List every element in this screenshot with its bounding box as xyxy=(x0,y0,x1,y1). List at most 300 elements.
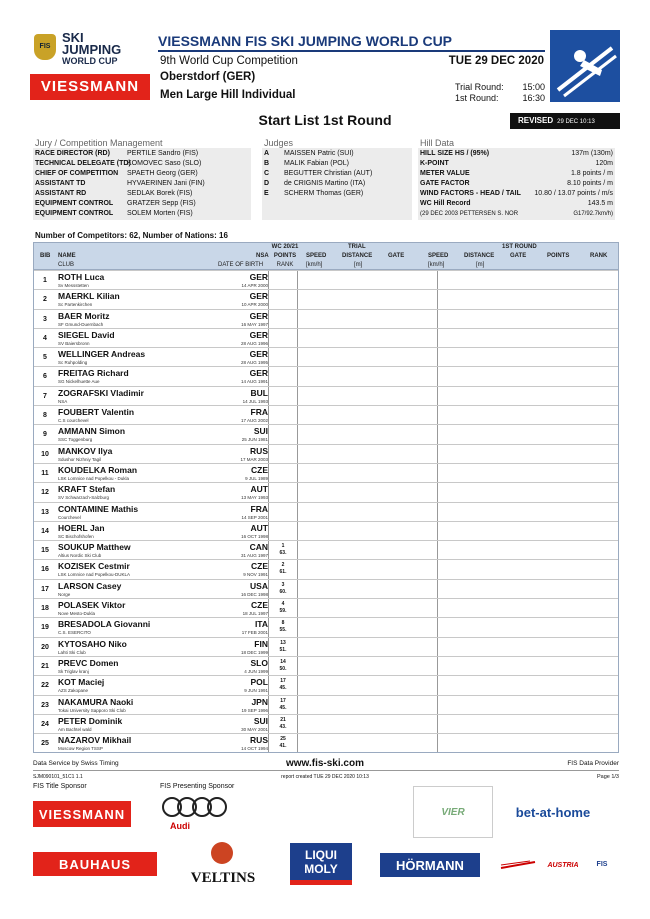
round-cell xyxy=(438,657,618,675)
trial-cell xyxy=(298,503,438,521)
athlete-dob: 9 JUN 1991 xyxy=(244,688,268,694)
bib-number: 14 xyxy=(41,527,49,535)
athlete-club: SG Nickelhuette Aue xyxy=(58,379,100,385)
hill-value: 120m xyxy=(595,160,613,167)
hill-value: 137m (130m) xyxy=(571,150,613,157)
bib-number: 5 xyxy=(43,354,47,362)
athlete-dob: 17 AUG 2002 xyxy=(240,418,268,424)
judges-key: A xyxy=(264,150,270,157)
bib-number: 7 xyxy=(43,392,47,400)
header-wc-points: POINTS xyxy=(273,253,297,259)
jury-row xyxy=(35,209,249,219)
judges-row xyxy=(264,149,410,159)
bib-number: 22 xyxy=(41,682,49,690)
trial-cell xyxy=(298,271,438,289)
title-sponsor-label: FIS Title Sponsor xyxy=(33,783,87,790)
athlete-dob: 25 JUN 1981 xyxy=(241,437,268,443)
wc-points: 59. xyxy=(279,608,287,615)
table-row xyxy=(34,617,618,636)
athlete-name: AMMANN Simon xyxy=(58,426,126,437)
website-link[interactable]: www.fis-ski.com xyxy=(286,758,364,769)
bib-number: 12 xyxy=(41,489,49,497)
athlete-club: LSK Lomnice nad Popelkou-DUKLA xyxy=(58,572,131,578)
timing-provider: Data Service by Swiss Timing xyxy=(33,760,119,767)
athlete-name: NAKAMURA Naoki xyxy=(58,696,134,707)
hill-row xyxy=(420,159,613,169)
presenting-sponsor-label: FIS Presenting Sponsor xyxy=(160,783,235,790)
table-row xyxy=(34,733,618,752)
table-row xyxy=(34,270,618,289)
athlete-nsa: SLO xyxy=(250,657,268,668)
wc-points: 55. xyxy=(279,627,287,634)
athlete-club: Sk Triglav kranj xyxy=(58,668,89,674)
table-row xyxy=(34,540,618,559)
athlete-dob: 14 SEP 2001 xyxy=(241,514,268,520)
jury-key: TECHNICAL DELEGATE (TD) xyxy=(35,160,131,167)
jury-title: Jury / Competition Management xyxy=(35,138,163,148)
athlete-club: SF Gmund-Duernbach xyxy=(58,321,104,327)
athlete-nsa: GER xyxy=(249,329,268,340)
bib-number: 18 xyxy=(41,605,49,613)
header-wc: WC 20/21 xyxy=(271,244,299,250)
competition-number: 9th World Cup Competition xyxy=(160,55,298,67)
athlete-name: ROTH Luca xyxy=(58,272,105,282)
round-cell xyxy=(438,290,618,308)
wc-rank: 14 xyxy=(280,658,286,665)
athlete-name: FREITAG Richard xyxy=(58,368,129,379)
athlete-club: LSK Lomnice nad Popelkou - Dukla xyxy=(58,475,130,481)
table-row xyxy=(34,637,618,656)
record-holder: (29 DEC 2003 PETTERSEN S. NOR xyxy=(420,211,519,217)
wc-standing xyxy=(268,560,298,578)
hill-row xyxy=(420,149,613,159)
viessmann-logo: VIESSMANN xyxy=(33,801,131,827)
wc-standing xyxy=(268,599,298,617)
bib-number: 2 xyxy=(43,296,47,304)
round-cell xyxy=(438,618,618,636)
wc-rank: 8 xyxy=(281,620,285,627)
wc-rank: 1 xyxy=(281,543,285,550)
hill-record-holder xyxy=(420,209,613,219)
wc-points: 63. xyxy=(279,550,287,557)
audi-ring-icon xyxy=(207,797,227,817)
athlete-name: KOUDELKA Roman xyxy=(58,464,138,475)
athlete-cell xyxy=(56,425,268,443)
jury-row xyxy=(35,189,249,199)
round-cell xyxy=(438,522,618,540)
trial-cell xyxy=(298,696,438,714)
bib-number: 21 xyxy=(41,662,49,670)
wc-standing xyxy=(268,464,298,482)
athlete-name: KOT Maciej xyxy=(58,677,105,688)
start-list-table xyxy=(33,242,619,753)
document-code: SJM090101_51C1 1.1 xyxy=(33,774,83,780)
round-cell xyxy=(438,599,618,617)
round-cell xyxy=(438,696,618,714)
trial-cell xyxy=(298,329,438,347)
athlete-club: SC Bischofshofen xyxy=(58,533,94,539)
athlete-name: WELLINGER Andreas xyxy=(58,349,146,360)
round-cell xyxy=(438,580,618,598)
athlete-cell xyxy=(56,657,268,675)
bib-number: 25 xyxy=(41,740,49,748)
competitors-count: Number of Competitors: 62, Number of Nations: 16 xyxy=(35,231,228,240)
athlete-dob: 31 AUG 1997 xyxy=(240,553,268,559)
trial-cell xyxy=(298,599,438,617)
athlete-cell xyxy=(56,676,268,694)
bib-number: 11 xyxy=(41,469,49,477)
header-round-rank: RANK xyxy=(590,253,608,259)
wc-rank: 3 xyxy=(281,581,285,588)
athlete-dob: 9 JUL 1989 xyxy=(245,475,268,481)
wc-rank: 13 xyxy=(280,639,286,646)
athlete-club: Tokai University Sapporo Ski Club xyxy=(58,707,126,713)
revised-badge: REVISED 29 DEC 10:13 xyxy=(510,113,620,129)
athlete-cell xyxy=(56,503,268,521)
hill-value: 10.80 / 13.07 points / m/s xyxy=(534,190,613,197)
hill-key: WC Hill Record xyxy=(420,200,471,207)
athlete-dob: 17 MAR 2003 xyxy=(240,456,268,462)
jury-key: EQUIPMENT CONTROL xyxy=(35,200,114,207)
athlete-nsa: USA xyxy=(250,580,268,591)
judges-key: D xyxy=(264,180,270,187)
table-row xyxy=(34,424,618,443)
judges-value: MALIK Fabian (POL) xyxy=(284,160,349,167)
wc-rank: 17 xyxy=(280,678,286,685)
trial-cell xyxy=(298,445,438,463)
hill-value: 1.8 points / m xyxy=(570,170,613,177)
trial-cell xyxy=(298,715,438,733)
fis-logo: FIS xyxy=(596,860,608,868)
round-cell xyxy=(438,464,618,482)
athlete-cell xyxy=(56,638,268,656)
bib-number: 10 xyxy=(41,450,49,458)
athlete-cell xyxy=(56,310,268,328)
athlete-nsa: JPN xyxy=(251,696,268,707)
trial-cell xyxy=(298,310,438,328)
table-row xyxy=(34,309,618,328)
page-number: Page 1/3 xyxy=(596,774,619,780)
table-row xyxy=(34,502,618,521)
athlete-dob: 17 FEB 2001 xyxy=(241,630,268,636)
event-name: Men Large Hill Individual xyxy=(160,89,296,101)
jury-row xyxy=(35,159,249,169)
jury-value: SOLEM Morten (FIS) xyxy=(127,210,193,217)
liqui-moly-logo: LIQUI MOLY xyxy=(290,843,352,885)
header-trial-distance: DISTANCE xyxy=(342,253,373,259)
round-cell xyxy=(438,560,618,578)
athlete-name: MAERKL Kilian xyxy=(58,291,120,302)
athlete-dob: 9 NOV 1991 xyxy=(243,572,268,578)
bib-number: 15 xyxy=(41,547,49,555)
bib-number: 16 xyxy=(41,566,49,574)
wc-standing xyxy=(268,425,298,443)
trial-cell xyxy=(298,638,438,656)
wc-standing xyxy=(268,387,298,405)
jury-row xyxy=(35,179,249,189)
athlete-club: Sdushor Nizhniy Tagil xyxy=(58,456,102,462)
jury-value: KOMOVEC Saso (SLO) xyxy=(127,160,202,167)
wc-standing xyxy=(268,541,298,559)
athlete-name: POLASEK Viktor xyxy=(58,600,126,611)
athlete-club: Moscow Region TSSP xyxy=(58,746,103,752)
wc-points: 45. xyxy=(279,704,287,711)
first-round-time: 16:30 xyxy=(522,93,545,103)
round-cell xyxy=(438,310,618,328)
trial-round-time: 15:00 xyxy=(522,82,545,92)
athlete-nsa: CZE xyxy=(251,561,268,572)
jury-row xyxy=(35,169,249,179)
wc-points: 45. xyxy=(279,685,287,692)
round-cell xyxy=(438,348,618,366)
vier-schanzen-logo: VIER xyxy=(413,786,493,838)
athlete-dob: 14 JUL 1993 xyxy=(242,398,268,404)
hill-key: METER VALUE xyxy=(420,170,470,177)
logo-brand: VIESSMANN xyxy=(30,74,150,100)
wc-points: 50. xyxy=(279,665,287,672)
header-nsa: NSA xyxy=(256,253,269,259)
bib-number: 8 xyxy=(43,412,47,420)
athlete-name: PETER Dominik xyxy=(58,715,123,726)
hormann-logo: HÖRMANN xyxy=(380,853,480,877)
header-round-kmh: [km/h] xyxy=(428,262,445,268)
athlete-club: Courchevel xyxy=(58,514,81,520)
round-cell xyxy=(438,638,618,656)
wc-rank: 4 xyxy=(281,601,285,608)
athlete-club: Nove Mesto-Dukla xyxy=(58,611,96,617)
wc-standing xyxy=(268,522,298,540)
judges-value: SCHERM Thomas (GER) xyxy=(284,190,364,197)
bib-number: 3 xyxy=(43,315,47,323)
round-cell xyxy=(438,503,618,521)
jury-value: HYVAERINEN Jani (FIN) xyxy=(127,180,205,187)
world-cup-logo xyxy=(30,30,150,102)
athlete-cell xyxy=(56,715,268,733)
judges-title: Judges xyxy=(264,138,294,148)
athlete-name: NAZAROV Mikhail xyxy=(58,735,132,746)
athlete-cell xyxy=(56,464,268,482)
wc-standing xyxy=(268,696,298,714)
athlete-nsa: SUI xyxy=(253,426,268,437)
athlete-name: FOUBERT Valentin xyxy=(58,407,135,418)
header-round-distance: DISTANCE xyxy=(464,253,495,259)
table-row xyxy=(34,386,618,405)
jury-row xyxy=(35,199,249,209)
athlete-club: Altius Nordic Ski Club xyxy=(58,553,102,559)
jury-row xyxy=(35,149,249,159)
athlete-name: ZOGRAFSKI Vladimir xyxy=(58,387,144,398)
athlete-dob: 13 MAY 1993 xyxy=(241,495,268,501)
jury-key: CHIEF OF COMPETITION xyxy=(35,170,119,177)
hill-row xyxy=(420,179,613,189)
competition-date: TUE 29 DEC 2020 xyxy=(448,55,544,67)
jury-value: SEDLAK Borek (FIS) xyxy=(127,190,193,197)
header-trial-gate: GATE xyxy=(388,253,405,259)
athlete-name: MANKOV Ilya xyxy=(58,445,113,456)
logo-subtitle: WORLD CUP xyxy=(62,56,118,66)
page-title: Start List 1st Round xyxy=(258,112,392,128)
judges-row xyxy=(264,159,410,169)
trial-cell xyxy=(298,367,438,385)
record-speed: G17/92.7km/h) xyxy=(573,211,613,217)
jury-key: ASSISTANT TD xyxy=(35,180,86,187)
athlete-dob: 16 OCT 1998 xyxy=(241,533,268,539)
athlete-dob: 30 MAY 2001 xyxy=(241,726,268,732)
table-row xyxy=(34,482,618,501)
athlete-dob: 14 APR 2000 xyxy=(241,283,268,288)
athlete-club: C.S. ESERCITO xyxy=(58,630,91,636)
wc-standing xyxy=(268,715,298,733)
athlete-club: NSA xyxy=(58,398,68,404)
table-row xyxy=(34,579,618,598)
wc-points: 51. xyxy=(279,646,287,653)
athlete-dob: 28 AUG 1995 xyxy=(240,360,268,366)
veltins-logo: VELTINS xyxy=(183,842,263,890)
trial-cell xyxy=(298,676,438,694)
table-header xyxy=(33,242,619,270)
ski-jumper-icon xyxy=(550,30,620,102)
hill-key: GATE FACTOR xyxy=(420,180,470,187)
bib-number: 24 xyxy=(41,720,49,728)
trial-cell xyxy=(298,348,438,366)
bib-number: 23 xyxy=(41,701,49,709)
table-row xyxy=(34,598,618,617)
round-cell xyxy=(438,541,618,559)
round-times xyxy=(455,82,545,104)
trial-cell xyxy=(298,580,438,598)
wc-standing xyxy=(268,580,298,598)
judges-key: E xyxy=(264,190,269,197)
trial-round-label: Trial Round: xyxy=(455,82,504,92)
judges-panel xyxy=(262,148,412,220)
wc-points: 41. xyxy=(279,743,287,750)
audi-logo: Audi xyxy=(162,795,232,835)
hill-value: 143.5 m xyxy=(587,200,613,207)
athlete-nsa: AUT xyxy=(250,522,268,533)
sponsor-logo-icon xyxy=(498,858,538,872)
header-trial-kmh: [km/h] xyxy=(306,262,323,268)
hill-data-panel xyxy=(418,148,615,220)
round-cell xyxy=(438,271,618,289)
wc-standing xyxy=(268,348,298,366)
wc-standing xyxy=(268,734,298,752)
wc-rank: 2 xyxy=(281,562,285,569)
title-divider xyxy=(158,50,545,52)
jury-panel xyxy=(33,148,251,220)
athlete-name: SIEGEL David xyxy=(58,329,115,340)
round-cell xyxy=(438,676,618,694)
table-body xyxy=(33,270,619,753)
athlete-dob: 10 APR 2000 xyxy=(241,302,268,308)
athlete-club: Sv Messstetten xyxy=(58,283,89,288)
austria-logo: AUSTRIA xyxy=(547,861,579,869)
round-cell xyxy=(438,734,618,752)
athlete-cell xyxy=(56,696,268,714)
trial-cell xyxy=(298,387,438,405)
round-cell xyxy=(438,387,618,405)
bet-at-home-logo: bet-at-home xyxy=(515,804,591,820)
round-cell xyxy=(438,329,618,347)
athlete-cell xyxy=(56,329,268,347)
bib-number: 1 xyxy=(43,277,47,284)
table-row xyxy=(34,328,618,347)
wc-rank: 25 xyxy=(280,736,286,743)
judges-value: de CRIGNIS Martino (ITA) xyxy=(284,180,366,187)
footer-divider xyxy=(33,770,619,771)
header-trial-m: [m] xyxy=(354,262,363,268)
bib-number: 13 xyxy=(41,508,49,516)
header-round-m: [m] xyxy=(476,262,485,268)
table-row xyxy=(34,559,618,578)
jury-value: PERTILE Sandro (FIS) xyxy=(127,150,199,157)
table-row xyxy=(34,366,618,385)
header-round-speed: SPEED xyxy=(428,253,449,259)
cup-title: VIESSMANN FIS SKI JUMPING WORLD CUP xyxy=(158,33,453,49)
athlete-dob: 16 DEC 1998 xyxy=(240,591,268,597)
table-row xyxy=(34,675,618,694)
hill-key: HILL SIZE HS / (95%) xyxy=(420,150,490,157)
trial-cell xyxy=(298,425,438,443)
wc-standing xyxy=(268,676,298,694)
athlete-club: Lahti Ski Club xyxy=(58,649,86,655)
athlete-club: SSC Toggenburg xyxy=(58,437,93,443)
header-round-gate: GATE xyxy=(510,253,527,259)
hill-title: Hill Data xyxy=(420,138,455,148)
judges-row xyxy=(264,169,410,179)
athlete-dob: 18 DEC 1999 xyxy=(240,649,268,655)
trial-cell xyxy=(298,657,438,675)
athlete-cell xyxy=(56,387,268,405)
athlete-name: HOERL Jan xyxy=(58,522,105,533)
athlete-name: SOUKUP Matthew xyxy=(58,542,131,553)
athlete-name: CONTAMINE Mathis xyxy=(58,503,139,514)
judges-value: MAISSEN Patric (SUI) xyxy=(284,150,354,157)
athlete-cell xyxy=(56,580,268,598)
wc-rank: 21 xyxy=(280,716,286,723)
athlete-cell xyxy=(56,599,268,617)
trial-cell xyxy=(298,541,438,559)
judges-key: B xyxy=(264,160,270,167)
athlete-cell xyxy=(56,290,268,308)
hill-row xyxy=(420,189,613,199)
header-trial-speed: SPEED xyxy=(306,253,327,259)
hill-row xyxy=(420,169,613,179)
round-cell xyxy=(438,715,618,733)
bib-number: 17 xyxy=(41,585,49,593)
trial-cell xyxy=(298,483,438,501)
athlete-cell xyxy=(56,271,268,289)
bib-number: 20 xyxy=(41,643,49,651)
bib-number: 6 xyxy=(43,373,47,381)
table-row xyxy=(34,521,618,540)
athlete-name: LARSON Casey xyxy=(58,580,122,591)
wc-standing xyxy=(268,367,298,385)
athlete-name: PREVC Domen xyxy=(58,657,119,668)
fis-logo-icon: FIS xyxy=(34,34,56,60)
athlete-nsa: CZE xyxy=(251,464,268,475)
athlete-dob: 28 AUG 1996 xyxy=(240,340,268,346)
athlete-nsa: RUS xyxy=(250,445,268,456)
athlete-nsa: GER xyxy=(249,291,268,302)
athlete-nsa: BUL xyxy=(250,387,268,398)
header-bib: BIB xyxy=(40,253,51,259)
wc-standing xyxy=(268,329,298,347)
jury-value: GRATZER Sepp (FIS) xyxy=(127,200,196,207)
athlete-nsa: GER xyxy=(249,272,268,282)
trial-cell xyxy=(298,560,438,578)
athlete-club: Sc Partenkirchen xyxy=(58,302,93,308)
trial-cell xyxy=(298,464,438,482)
